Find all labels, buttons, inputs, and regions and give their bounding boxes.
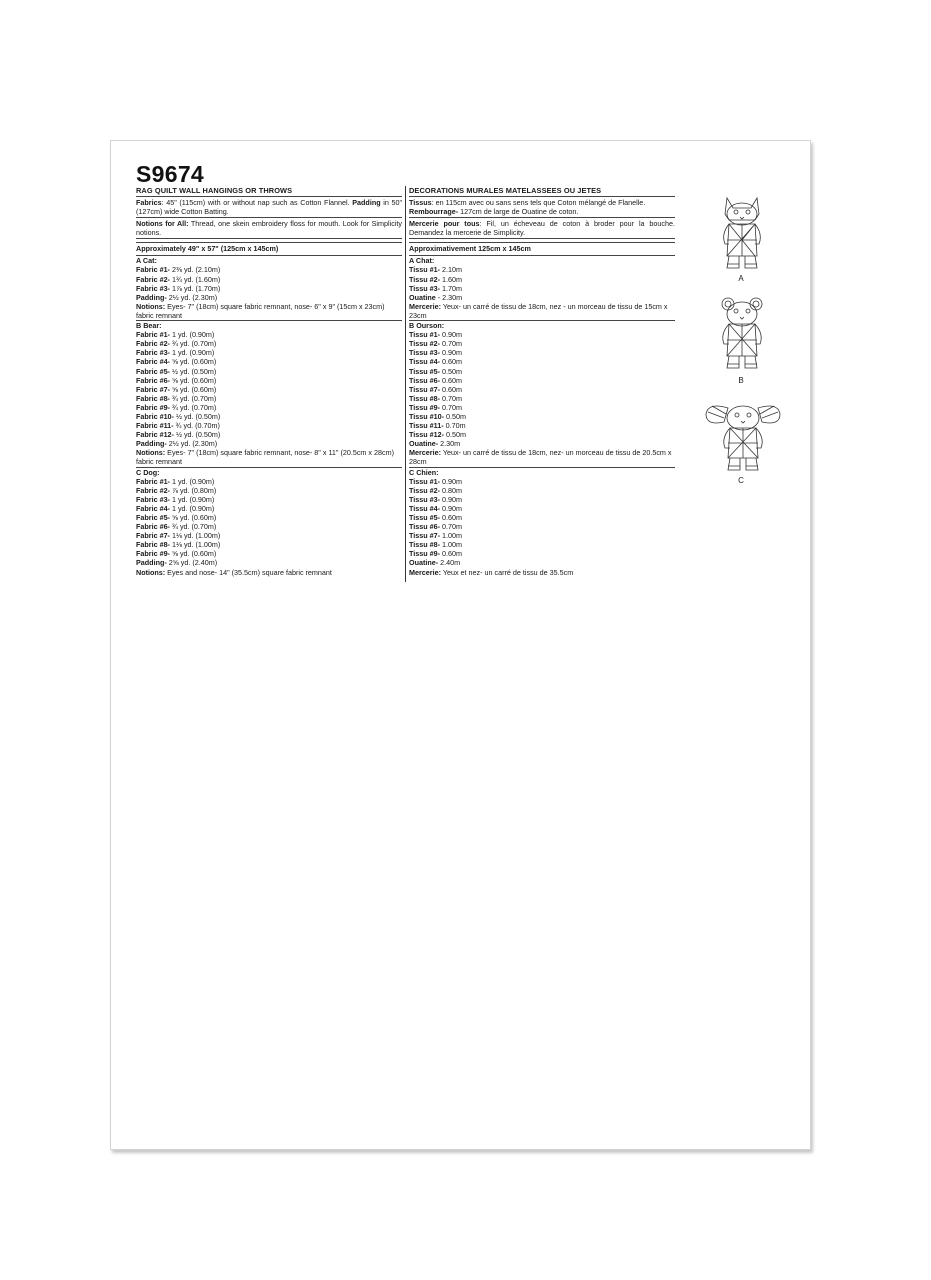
requirement-row <box>409 330 675 339</box>
requirement-label: Tissu #1- <box>409 265 441 275</box>
requirement-value: 2½ yd. (2.30m) <box>166 439 218 449</box>
requirement-row <box>136 522 402 531</box>
requirement-value: 2.30m <box>438 439 461 449</box>
requirement-label: Fabric #3- <box>136 283 170 293</box>
figure-label-c: C <box>738 476 744 485</box>
section-heading: A Cat: <box>136 256 157 266</box>
requirement-label: Tissu #9- <box>409 549 441 559</box>
requirement-row <box>136 448 402 466</box>
requirement-value: 0.70m <box>443 421 466 431</box>
requirement-value: ½ yd. (0.50m) <box>173 411 221 421</box>
requirement-value: 1 yd. (0.90m) <box>169 503 215 513</box>
requirement-row <box>409 558 675 567</box>
requirement-value: 0.60m <box>440 375 463 385</box>
divider <box>409 242 675 243</box>
requirement-value: Eyes- 7" (18cm) square fabric remnant, nose- 8" x 11" (20.5cm x 28cm) fabric remnant <box>136 448 394 467</box>
requirement-value: ⅞ yd. (0.80m) <box>169 485 217 495</box>
requirement-row <box>136 394 402 403</box>
requirement-label: Tissu #8- <box>409 393 441 403</box>
requirement-value: 0.90m <box>440 330 463 340</box>
french-notions: Mercerie pour tous: Fil, un écheveau de coton à broder pour la bouche. Demandez la mercerie de Simplicity. <box>409 219 675 238</box>
requirement-row <box>409 439 675 448</box>
requirement-label: Mercerie: <box>409 567 441 577</box>
requirement-label: Fabric #2- <box>136 339 170 349</box>
section-heading: C Chien: <box>409 467 439 477</box>
requirement-row <box>409 430 675 439</box>
requirement-value: 2.10m <box>440 265 463 275</box>
requirement-value: 0.60m <box>440 357 463 367</box>
requirement-row <box>136 403 402 412</box>
requirement-label: Ouatine- <box>409 439 439 449</box>
divider <box>409 196 675 197</box>
requirement-row <box>136 540 402 549</box>
requirement-label: Tissu #6- <box>409 522 441 532</box>
requirement-row <box>409 448 675 466</box>
requirement-value: 1 yd. (0.90m) <box>169 348 215 358</box>
requirement-row <box>136 477 402 486</box>
requirement-row <box>409 385 675 394</box>
requirement-row <box>409 531 675 540</box>
requirement-row <box>409 504 675 513</box>
requirement-row <box>409 275 675 284</box>
requirement-label: Fabric #12- <box>136 430 174 440</box>
requirement-row <box>409 513 675 522</box>
requirement-row <box>136 339 402 348</box>
requirement-label: Fabric #5- <box>136 366 170 376</box>
requirement-value: 0.60m <box>440 384 463 394</box>
english-notions: Notions for All: Thread, one skein embroidery floss for mouth. Look for Simplicity notions. <box>136 219 402 238</box>
requirement-value: 1.70m <box>440 283 463 293</box>
requirement-label: Fabric #1- <box>136 330 170 340</box>
requirement-row <box>136 531 402 540</box>
requirement-label: Tissu #2- <box>409 274 441 284</box>
requirement-row <box>409 394 675 403</box>
requirement-label: Notions: <box>136 567 166 577</box>
requirement-row <box>136 265 402 274</box>
requirement-label: Fabric #8- <box>136 540 170 550</box>
divider <box>136 196 402 197</box>
requirement-label: Tissu #2- <box>409 485 441 495</box>
divider <box>136 242 402 243</box>
requirement-label: Tissu #4- <box>409 357 441 367</box>
requirement-label: Tissu #7- <box>409 384 441 394</box>
requirement-label: Fabric #6- <box>136 522 170 532</box>
requirement-row <box>136 495 402 504</box>
section-heading: B Ourson: <box>409 321 445 331</box>
requirement-row <box>136 302 402 320</box>
requirement-row <box>409 293 675 302</box>
requirement-label: Fabric #1- <box>136 476 170 486</box>
requirement-label: Tissu #3- <box>409 348 441 358</box>
requirement-label: Tissu #12- <box>409 430 445 440</box>
requirement-label: Fabric #9- <box>136 549 170 559</box>
requirement-label: Tissu #4- <box>409 503 441 513</box>
requirement-value: 0.50m <box>444 430 467 440</box>
requirement-label: Tissu #3- <box>409 283 441 293</box>
requirement-value: Eyes and nose- 14" (35.5cm) square fabric remnant <box>165 567 332 577</box>
requirement-row <box>409 284 675 293</box>
requirement-value: 2⅜ yd. (2.10m) <box>169 265 221 275</box>
requirement-label: Fabric #8- <box>136 393 170 403</box>
requirement-row <box>409 495 675 504</box>
requirement-row <box>409 403 675 412</box>
requirement-value: 2⅝ yd. (2.40m) <box>166 558 218 568</box>
requirement-label: Tissu #5- <box>409 366 441 376</box>
requirement-row <box>409 421 675 430</box>
requirement-value: 1⅞ yd. (1.70m) <box>169 283 221 293</box>
requirement-label: Notions: <box>136 301 166 311</box>
english-size: Approximately 49" x 57" (125cm x 145cm) <box>136 244 279 254</box>
requirement-value: ¾ yd. (0.70m) <box>173 421 220 431</box>
divider <box>409 217 675 218</box>
requirement-row <box>136 348 402 357</box>
requirement-value: ⅝ yd. (0.60m) <box>169 513 217 522</box>
requirement-row <box>409 376 675 385</box>
requirement-value: ¾ yd. (0.70m) <box>169 402 217 412</box>
requirement-label: Tissu #8- <box>409 540 441 550</box>
requirement-row <box>136 439 402 448</box>
requirement-label: Tissu #1- <box>409 476 441 486</box>
requirement-row <box>409 367 675 376</box>
requirement-row <box>136 275 402 284</box>
requirement-row <box>136 504 402 513</box>
requirement-value: 0.90m <box>440 476 463 486</box>
requirement-value: ¾ yd. (0.70m) <box>169 393 217 403</box>
requirement-label: Padding- <box>136 558 167 568</box>
requirement-label: Fabric #3- <box>136 348 170 358</box>
requirement-label: Fabric #7- <box>136 531 170 541</box>
requirement-label: Fabric #6- <box>136 375 170 385</box>
requirement-value: 1⅛ yd. (1.00m) <box>169 540 221 550</box>
requirement-value: 0.90m <box>440 494 463 504</box>
section-heading: A Chat: <box>409 256 435 266</box>
requirement-label: Fabric #11- <box>136 421 174 431</box>
requirement-value: 1.00m <box>440 531 463 541</box>
column-divider <box>405 186 406 582</box>
requirement-label: Fabric #10- <box>136 411 174 421</box>
requirement-row <box>136 357 402 366</box>
requirement-label: Tissu #5- <box>409 513 441 522</box>
bear-quilt-icon <box>715 296 769 372</box>
requirement-row <box>136 568 402 577</box>
requirement-label: Tissu #3- <box>409 494 441 504</box>
requirement-value: 0.50m <box>444 411 467 421</box>
requirement-row <box>409 477 675 486</box>
requirement-row <box>409 265 675 274</box>
requirement-value: ⅝ yd. (0.60m) <box>169 549 217 559</box>
requirement-value: 0.50m <box>440 366 463 376</box>
requirement-row <box>136 430 402 439</box>
requirement-value: 2.40m <box>438 558 461 568</box>
divider <box>136 217 402 218</box>
requirement-row <box>409 339 675 348</box>
requirement-value: - 2.30m <box>435 292 463 302</box>
requirement-row <box>409 522 675 531</box>
requirement-label: Ouatine- <box>409 558 439 568</box>
requirement-label: Padding- <box>136 292 167 302</box>
requirement-value: 0.90m <box>440 503 463 513</box>
requirement-row <box>136 549 402 558</box>
requirement-value: 2½ yd. (2.30m) <box>166 292 218 302</box>
cat-quilt-icon <box>715 194 769 272</box>
english-title: RAG QUILT WALL HANGINGS OR THROWS <box>136 186 293 195</box>
requirement-row <box>136 293 402 302</box>
requirement-value: ⅝ yd. (0.60m) <box>169 384 217 394</box>
requirement-row <box>409 302 675 320</box>
requirement-label: Mercerie: <box>409 448 441 458</box>
requirement-label: Fabric #3- <box>136 494 170 504</box>
french-fabrics: Tissus: en 115cm avec ou sans sens tels que Coton mélangé de Flanelle. Rembourrage- 127cm de large de Ouatine de coton. <box>409 198 646 217</box>
requirement-value: 0.70m <box>440 522 463 532</box>
requirement-row <box>409 357 675 366</box>
requirement-row <box>136 330 402 339</box>
requirement-row <box>409 540 675 549</box>
section-heading: B Bear: <box>136 321 162 331</box>
requirement-label: Fabric #2- <box>136 274 170 284</box>
requirement-row <box>136 513 402 522</box>
requirement-label: Fabric #5- <box>136 513 170 522</box>
requirement-label: Fabric #7- <box>136 384 170 394</box>
requirement-value: ¾ yd. (0.70m) <box>169 339 217 349</box>
requirement-label: Notions: <box>136 448 166 458</box>
requirement-value: Eyes- 7" (18cm) square fabric remnant, nose- 6" x 9" (15cm x 23cm) fabric remnant <box>136 301 385 320</box>
requirement-value: 1 yd. (0.90m) <box>169 476 215 486</box>
figure-label-b: B <box>738 376 744 385</box>
requirement-value: Yeux et nez- un carré de tissu de 35.5cm <box>440 567 574 577</box>
requirement-row <box>136 412 402 421</box>
requirement-label: Tissu #10- <box>409 411 445 421</box>
requirement-row <box>409 348 675 357</box>
requirement-label: Fabric #4- <box>136 503 170 513</box>
requirement-value: 1.60m <box>440 274 463 284</box>
requirement-row <box>136 558 402 567</box>
requirement-label: Tissu #1- <box>409 330 441 340</box>
dog-quilt-icon <box>704 400 782 474</box>
english-sections <box>136 256 402 576</box>
requirement-label: Tissu #2- <box>409 339 441 349</box>
french-column <box>409 186 675 577</box>
french-sections <box>409 256 675 576</box>
section-heading: C Dog: <box>136 467 160 477</box>
requirement-label: Fabric #1- <box>136 265 170 275</box>
requirement-label: Fabric #9- <box>136 402 170 412</box>
english-fabrics: Fabrics: 45" (115cm) with or without nap such as Cotton Flannel. Padding in 50" (127cm) wide Cotton Batting. <box>136 198 402 217</box>
requirement-row <box>409 568 675 577</box>
requirement-label: Tissu #7- <box>409 531 441 541</box>
requirement-value: 1⅛ yd. (1.00m) <box>169 531 221 541</box>
requirement-label: Fabric #4- <box>136 357 170 367</box>
requirement-label: Tissu #9- <box>409 402 441 412</box>
requirement-row <box>136 421 402 430</box>
requirement-value: ½ yd. (0.50m) <box>169 366 217 376</box>
requirement-value: ⅝ yd. (0.60m) <box>169 357 217 367</box>
requirement-label: Mercerie: <box>409 301 441 311</box>
requirement-value: ⅝ yd. (0.60m) <box>169 375 217 385</box>
requirement-value: Yeux- un carré de tissu de 18cm, nez - un morceau de tissu de 15cm x 23cm <box>409 301 668 320</box>
requirement-value: Yeux- un carré de tissu de 18cm, nez- un morceau de tissu de 20.5cm x 28cm <box>409 448 672 467</box>
requirement-value: 1 yd. (0.90m) <box>169 330 215 340</box>
requirement-label: Fabric #2- <box>136 485 170 495</box>
figure-label-a: A <box>738 274 744 283</box>
requirement-label: Tissu #6- <box>409 375 441 385</box>
requirement-row <box>409 549 675 558</box>
requirement-label: Ouatine <box>409 292 436 302</box>
requirement-value: 0.70m <box>440 339 463 349</box>
requirement-row <box>409 486 675 495</box>
requirement-value: 0.80m <box>440 485 463 495</box>
requirement-row <box>136 367 402 376</box>
requirement-value: 1¾ yd. (1.60m) <box>169 274 221 284</box>
requirement-row <box>136 376 402 385</box>
french-title: DECORATIONS MURALES MATELASSEES OU JETES <box>409 186 602 195</box>
pattern-code: S9674 <box>136 161 205 187</box>
french-size: Approximativement 125cm x 145cm <box>409 244 531 254</box>
english-column <box>136 186 402 577</box>
requirement-value: 0.70m <box>440 402 463 412</box>
requirement-label: Tissu #11- <box>409 421 444 431</box>
requirement-value: ¾ yd. (0.70m) <box>169 522 217 532</box>
requirement-value: 0.70m <box>440 393 463 403</box>
requirement-value: 1 yd. (0.90m) <box>169 494 215 504</box>
requirement-row <box>409 412 675 421</box>
requirement-row <box>136 486 402 495</box>
requirement-value: 1.00m <box>440 540 463 550</box>
requirement-label: Padding- <box>136 439 167 449</box>
requirement-value: ½ yd. (0.50m) <box>173 430 221 440</box>
requirement-value: 0.60m <box>440 513 463 522</box>
requirement-value: 0.60m <box>440 549 463 559</box>
requirement-value: 0.90m <box>440 348 463 358</box>
requirement-row <box>136 385 402 394</box>
requirement-row <box>136 284 402 293</box>
